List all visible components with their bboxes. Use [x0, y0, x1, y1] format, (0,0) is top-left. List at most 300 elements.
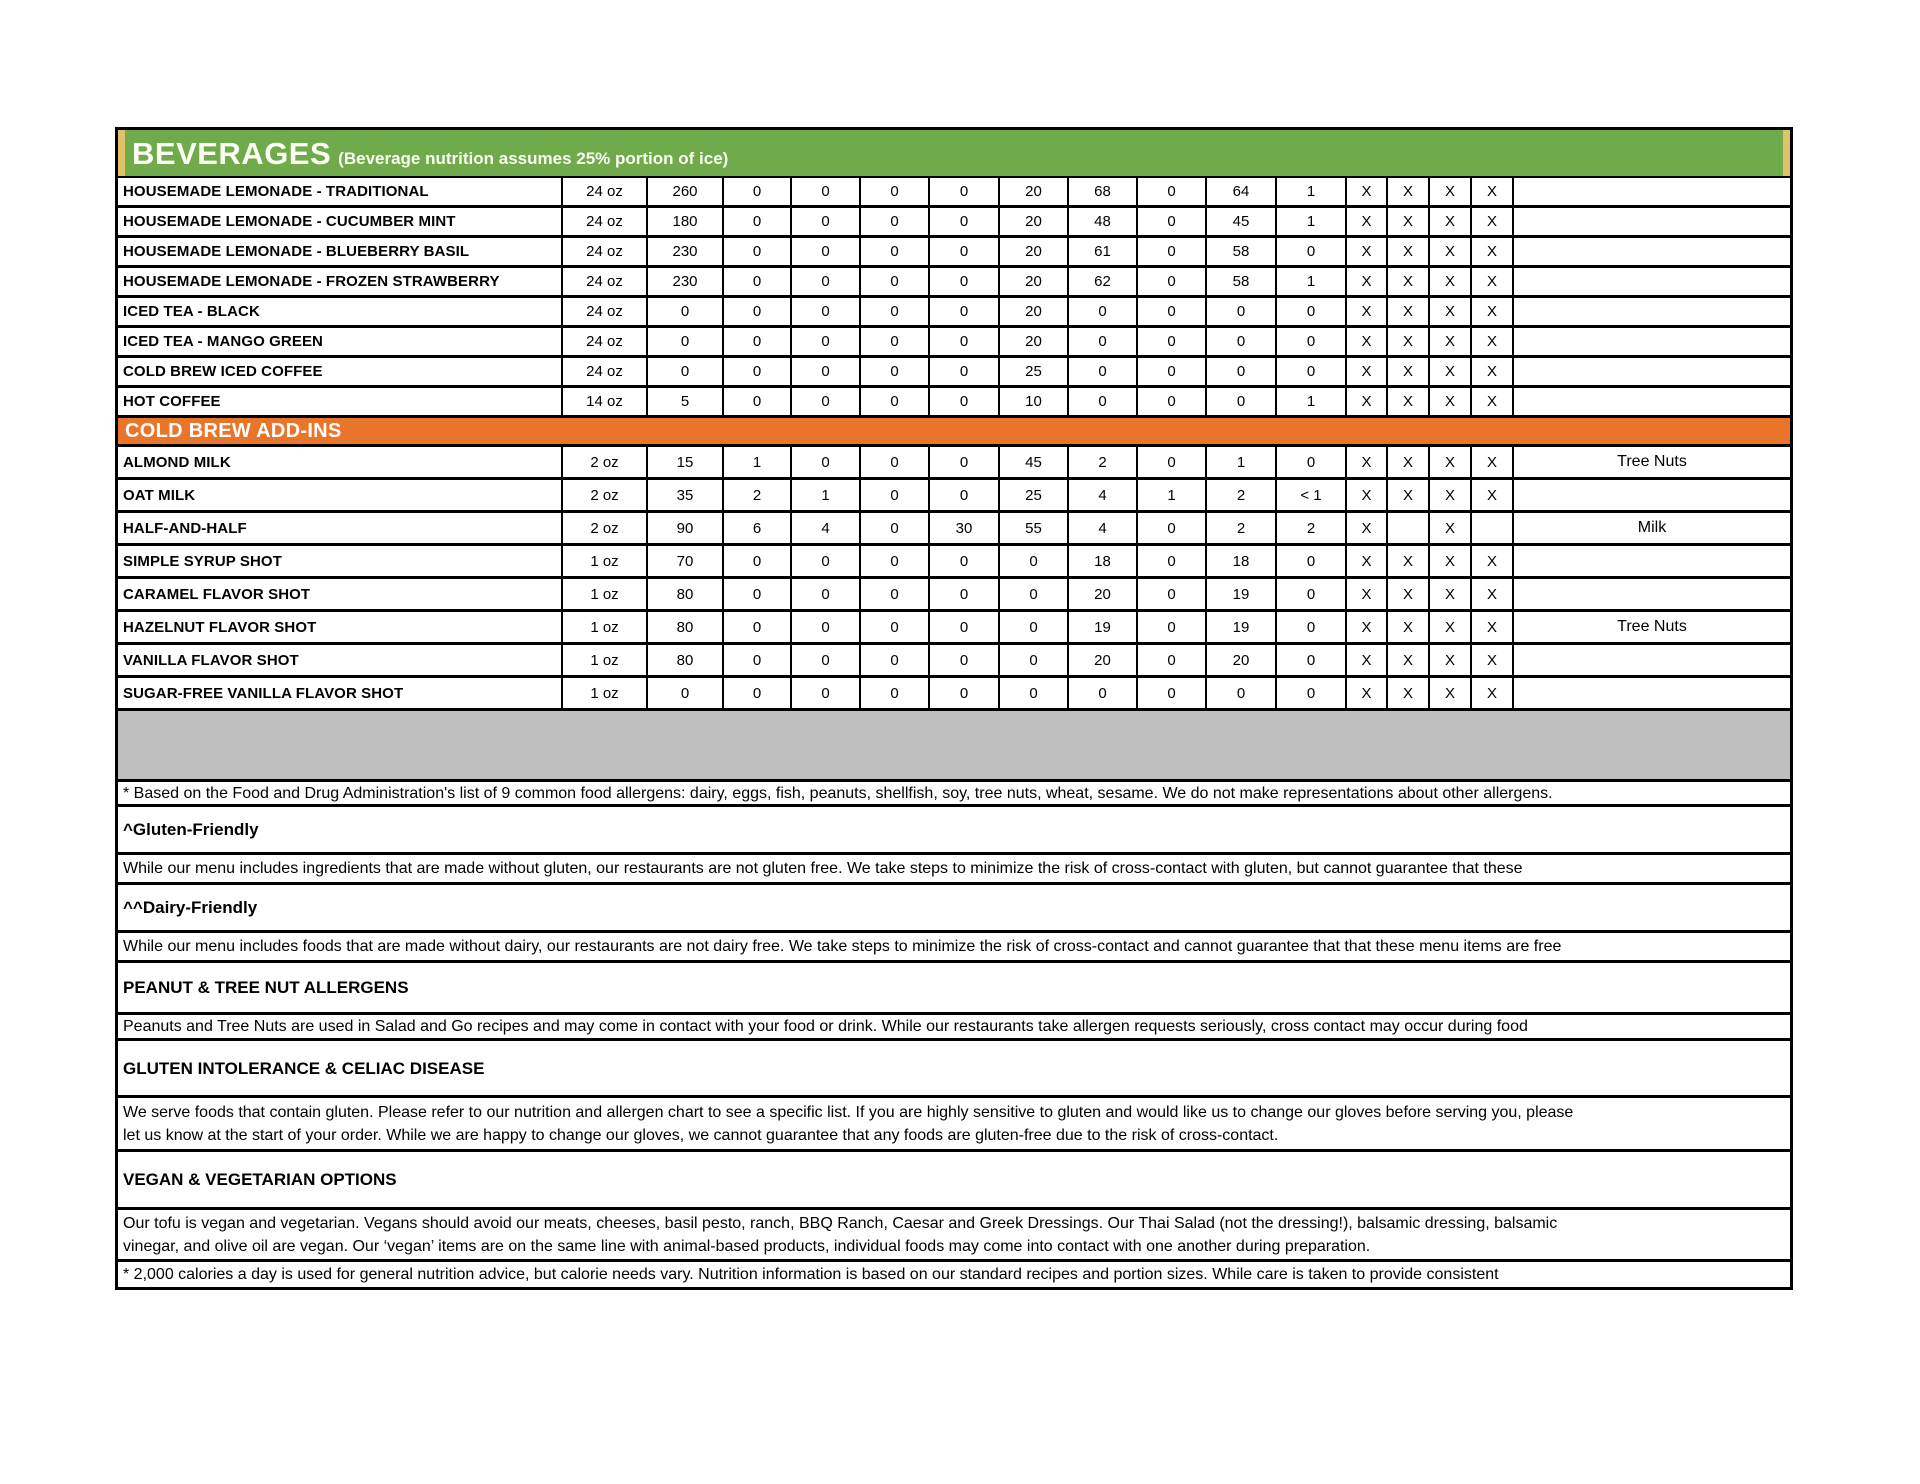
nutrition-value-cell: 0 — [930, 388, 1000, 415]
dietary-flag-cell: X — [1388, 645, 1430, 675]
nutrition-value-cell: 0 — [724, 678, 792, 708]
nutrition-value-cell: 0 — [861, 298, 930, 325]
nutrition-value-cell: 0 — [1138, 268, 1207, 295]
dietary-flag-cell: X — [1472, 328, 1514, 355]
serving-size-cell: 24 oz — [563, 178, 648, 205]
nutrition-value-cell: 0 — [1207, 388, 1277, 415]
nutrition-value-cell: 0 — [930, 480, 1000, 510]
nutrition-value-cell: 0 — [1069, 678, 1138, 708]
nutrition-value-cell: 80 — [648, 612, 724, 642]
table-row — [118, 678, 1790, 711]
nutrition-value-cell: 20 — [1000, 208, 1069, 235]
nutrition-value-cell: 0 — [1207, 328, 1277, 355]
footnote-text — [118, 1098, 1790, 1152]
dietary-flag-cell: X — [1472, 645, 1514, 675]
nutrition-value-cell: 230 — [648, 238, 724, 265]
dietary-flag-cell: X — [1347, 612, 1388, 642]
nutrition-value-cell: 0 — [861, 208, 930, 235]
serving-size-cell: 1 oz — [563, 612, 648, 642]
nutrition-value-cell: 0 — [792, 447, 861, 477]
nutrition-value-cell: 20 — [1207, 645, 1277, 675]
nutrition-value-cell: 1 — [1277, 208, 1347, 235]
nutrition-value-cell: 1 — [1277, 268, 1347, 295]
footnote-line: let us know at the start of your order. While we are happy to change our gloves, we cannot guarantee that any foods are gluten-free due to the risk of cross-contact. — [123, 1126, 1279, 1144]
serving-size-cell: 2 oz — [563, 480, 648, 510]
nutrition-value-cell: 15 — [648, 447, 724, 477]
dietary-flag-cell: X — [1388, 447, 1430, 477]
dietary-flag-cell: X — [1472, 208, 1514, 235]
nutrition-value-cell: 20 — [1000, 298, 1069, 325]
nutrition-value-cell: 0 — [1277, 612, 1347, 642]
nutrition-value-cell: 10 — [1000, 388, 1069, 415]
nutrition-value-cell: 0 — [724, 546, 792, 576]
dietary-flag-cell: X — [1347, 678, 1388, 708]
dietary-flag-cell: X — [1347, 645, 1388, 675]
nutrition-value-cell: 1 — [1138, 480, 1207, 510]
nutrition-value-cell: 0 — [1138, 298, 1207, 325]
header-gold-accent-right — [1783, 130, 1790, 176]
nutrition-value-cell: 0 — [1138, 546, 1207, 576]
footnote-text — [118, 1015, 1790, 1041]
dietary-flag-cell: X — [1472, 447, 1514, 477]
allergen-cell — [1514, 178, 1790, 205]
footnote-text — [118, 1262, 1790, 1287]
serving-size-cell: 24 oz — [563, 208, 648, 235]
nutrition-value-cell: 0 — [1138, 388, 1207, 415]
footnote-line: GLUTEN INTOLERANCE & CELIAC DISEASE — [123, 1058, 485, 1078]
table-row — [118, 546, 1790, 579]
nutrition-value-cell: 6 — [724, 513, 792, 543]
table-row — [118, 513, 1790, 546]
dietary-flag-cell: X — [1347, 480, 1388, 510]
nutrition-value-cell: 0 — [1138, 612, 1207, 642]
nutrition-value-cell: 0 — [930, 238, 1000, 265]
footnote-line: * 2,000 calories a day is used for general nutrition advice, but calorie needs vary. Nutrition information is based on our standard recipes and portion sizes. While care is taken to provide consistent — [123, 1266, 1499, 1283]
nutrition-value-cell: 19 — [1207, 579, 1277, 609]
nutrition-value-cell: 19 — [1207, 612, 1277, 642]
footnote-text — [118, 1210, 1790, 1262]
footnote-line: * Based on the Food and Drug Administration's list of 9 common food allergens: dairy, eggs, fish, peanuts, shellfish, soy, tree nuts, wheat, sesame. We do not make representations about other allergens. — [123, 784, 1553, 802]
dietary-flag-cell: X — [1388, 298, 1430, 325]
dietary-flag-cell: X — [1347, 208, 1388, 235]
nutrition-value-cell: 58 — [1207, 238, 1277, 265]
nutrition-value-cell: 230 — [648, 268, 724, 295]
nutrition-value-cell: 180 — [648, 208, 724, 235]
dietary-flag-cell: X — [1472, 268, 1514, 295]
dietary-flag-cell: X — [1388, 612, 1430, 642]
nutrition-value-cell: 2 — [724, 480, 792, 510]
nutrition-value-cell: 0 — [1138, 328, 1207, 355]
nutrition-value-cell: 2 — [1207, 480, 1277, 510]
item-name-cell: HOUSEMADE LEMONADE - CUCUMBER MINT — [118, 208, 563, 235]
allergen-cell — [1514, 358, 1790, 385]
footnote-heading — [118, 1041, 1790, 1098]
nutrition-value-cell: 0 — [1277, 447, 1347, 477]
serving-size-cell: 24 oz — [563, 268, 648, 295]
dietary-flag-cell: X — [1430, 238, 1472, 265]
nutrition-value-cell: 0 — [1138, 678, 1207, 708]
nutrition-value-cell: 0 — [648, 298, 724, 325]
dietary-flag-cell: X — [1388, 678, 1430, 708]
nutrition-value-cell: 0 — [861, 328, 930, 355]
dietary-flag-cell: X — [1430, 513, 1472, 543]
serving-size-cell: 24 oz — [563, 238, 648, 265]
dietary-flag-cell: X — [1472, 178, 1514, 205]
dietary-flag-cell: X — [1472, 579, 1514, 609]
nutrition-value-cell: 0 — [1000, 612, 1069, 642]
allergen-cell — [1514, 298, 1790, 325]
dietary-flag-cell: X — [1430, 612, 1472, 642]
footnote-line: While our menu includes ingredients that are made without gluten, our restaurants are not gluten free. We take steps to minimize the risk of cross-contact with gluten, but cannot guarantee that these — [123, 860, 1523, 877]
footnote-heading — [118, 885, 1790, 933]
nutrition-value-cell: 0 — [792, 178, 861, 205]
beverage-rows-group — [118, 178, 1790, 418]
footnote-line: vinegar, and olive oil are vegan. Our ‘vegan’ items are on the same line with animal-based products, individual foods may come into contact with one another during preparation. — [123, 1237, 1371, 1255]
dietary-flag-cell: X — [1472, 388, 1514, 415]
allergen-cell: Tree Nuts — [1617, 453, 1687, 470]
footnote-heading — [118, 963, 1790, 1015]
dietary-flag-cell: X — [1347, 579, 1388, 609]
addin-rows-group — [118, 447, 1790, 711]
nutrition-value-cell: 0 — [724, 328, 792, 355]
nutrition-value-cell: 19 — [1069, 612, 1138, 642]
nutrition-value-cell: 0 — [792, 388, 861, 415]
item-name-cell: COLD BREW ICED COFFEE — [118, 358, 563, 385]
nutrition-value-cell: 20 — [1000, 238, 1069, 265]
nutrition-value-cell: 55 — [1000, 513, 1069, 543]
dietary-flag-cell: X — [1388, 208, 1430, 235]
nutrition-value-cell: 68 — [1069, 178, 1138, 205]
table-row — [118, 579, 1790, 612]
nutrition-value-cell: 0 — [792, 298, 861, 325]
nutrition-value-cell: 1 — [1207, 447, 1277, 477]
dietary-flag-cell: X — [1430, 645, 1472, 675]
table-row — [118, 645, 1790, 678]
serving-size-cell: 14 oz — [563, 388, 648, 415]
nutrition-value-cell: 0 — [1277, 358, 1347, 385]
dietary-flag-cell: X — [1388, 358, 1430, 385]
dietary-flag-cell: X — [1388, 579, 1430, 609]
item-name-cell: HAZELNUT FLAVOR SHOT — [118, 612, 563, 642]
nutrition-value-cell: 1 — [724, 447, 792, 477]
nutrition-value-cell: 260 — [648, 178, 724, 205]
serving-size-cell: 1 oz — [563, 645, 648, 675]
nutrition-value-cell: 0 — [861, 238, 930, 265]
footnotes-group — [118, 782, 1790, 1287]
serving-size-cell: 24 oz — [563, 298, 648, 325]
nutrition-value-cell: 70 — [648, 546, 724, 576]
dietary-flag-cell: X — [1472, 678, 1514, 708]
dietary-flag-cell: X — [1430, 298, 1472, 325]
nutrition-value-cell: 0 — [1000, 546, 1069, 576]
dietary-flag-cell: X — [1430, 546, 1472, 576]
allergen-cell: Milk — [1637, 519, 1667, 536]
dietary-flag-cell: X — [1430, 388, 1472, 415]
nutrition-value-cell: 0 — [861, 480, 930, 510]
footnote-text — [118, 855, 1790, 885]
item-name-cell: HOUSEMADE LEMONADE - BLUEBERRY BASIL — [118, 238, 563, 265]
serving-size-cell: 1 oz — [563, 678, 648, 708]
allergen-cell — [1514, 388, 1790, 415]
dietary-flag-cell: X — [1388, 546, 1430, 576]
dietary-flag-cell: X — [1472, 546, 1514, 576]
dietary-flag-cell: X — [1347, 546, 1388, 576]
nutrition-value-cell: 90 — [648, 513, 724, 543]
nutrition-value-cell: 0 — [861, 268, 930, 295]
footnote-heading — [118, 807, 1790, 855]
nutrition-value-cell: 48 — [1069, 208, 1138, 235]
footnote-line: ^^Dairy-Friendly — [123, 898, 258, 917]
nutrition-value-cell: 0 — [861, 579, 930, 609]
serving-size-cell: 2 oz — [563, 447, 648, 477]
nutrition-value-cell: 0 — [724, 178, 792, 205]
allergen-cell — [1514, 645, 1790, 675]
nutrition-value-cell: 5 — [648, 388, 724, 415]
dietary-flag-cell — [1472, 513, 1514, 543]
item-name-cell: ALMOND MILK — [118, 447, 563, 477]
nutrition-value-cell: 18 — [1207, 546, 1277, 576]
dietary-flag-cell: X — [1430, 358, 1472, 385]
nutrition-value-cell: 2 — [1207, 513, 1277, 543]
nutrition-value-cell: 20 — [1000, 268, 1069, 295]
footnote-line: We serve foods that contain gluten. Please refer to our nutrition and allergen chart to see a specific list. If you are highly sensitive to gluten and would like us to change our gloves before serving you, please — [123, 1103, 1574, 1121]
allergen-cell: Tree Nuts — [1617, 618, 1687, 635]
nutrition-value-cell: 62 — [1069, 268, 1138, 295]
item-name-cell: HOT COFFEE — [118, 388, 563, 415]
nutrition-value-cell: 0 — [1069, 298, 1138, 325]
nutrition-value-cell: 0 — [792, 678, 861, 708]
dietary-flag-cell: X — [1472, 238, 1514, 265]
nutrition-value-cell: 0 — [792, 358, 861, 385]
table-row — [118, 178, 1790, 208]
nutrition-value-cell: 0 — [861, 178, 930, 205]
item-name-cell: OAT MILK — [118, 480, 563, 510]
nutrition-value-cell: 80 — [648, 579, 724, 609]
table-row — [118, 268, 1790, 298]
allergen-cell — [1514, 579, 1790, 609]
dietary-flag-cell: X — [1472, 298, 1514, 325]
table-row — [118, 480, 1790, 513]
allergen-cell — [1514, 328, 1790, 355]
nutrition-value-cell: 0 — [792, 328, 861, 355]
nutrition-value-cell: 0 — [792, 645, 861, 675]
nutrition-value-cell: 20 — [1069, 579, 1138, 609]
serving-size-cell: 1 oz — [563, 546, 648, 576]
dietary-flag-cell: X — [1347, 328, 1388, 355]
footnote-line: While our menu includes foods that are made without dairy, our restaurants are not dairy free. We take steps to minimize the risk of cross-contact and cannot guarantee that that these menu items are free — [123, 938, 1562, 955]
nutrition-value-cell: 0 — [861, 645, 930, 675]
footnote-text — [118, 933, 1790, 963]
allergen-cell — [1514, 480, 1790, 510]
allergen-cell — [1514, 546, 1790, 576]
nutrition-value-cell: 0 — [861, 678, 930, 708]
nutrition-value-cell: 0 — [1207, 358, 1277, 385]
beverages-header-body — [125, 130, 1783, 176]
nutrition-value-cell: < 1 — [1277, 480, 1347, 510]
nutrition-value-cell: 0 — [930, 645, 1000, 675]
nutrition-value-cell: 0 — [930, 298, 1000, 325]
nutrition-value-cell: 0 — [792, 238, 861, 265]
dietary-flag-cell: X — [1388, 268, 1430, 295]
table-row — [118, 208, 1790, 238]
dietary-flag-cell: X — [1472, 358, 1514, 385]
dietary-flag-cell: X — [1388, 178, 1430, 205]
nutrition-value-cell: 4 — [1069, 480, 1138, 510]
item-name-cell: SIMPLE SYRUP SHOT — [118, 546, 563, 576]
allergen-cell — [1514, 238, 1790, 265]
nutrition-value-cell: 0 — [930, 268, 1000, 295]
dietary-flag-cell: X — [1430, 678, 1472, 708]
nutrition-value-cell: 0 — [930, 358, 1000, 385]
nutrition-value-cell: 0 — [724, 268, 792, 295]
nutrition-value-cell: 58 — [1207, 268, 1277, 295]
nutrition-value-cell: 0 — [1000, 678, 1069, 708]
item-name-cell: ICED TEA - BLACK — [118, 298, 563, 325]
section-title: BEVERAGES — [132, 136, 332, 171]
table-row — [118, 328, 1790, 358]
allergen-cell — [1514, 678, 1790, 708]
nutrition-value-cell: 0 — [724, 358, 792, 385]
nutrition-value-cell: 0 — [1207, 678, 1277, 708]
item-name-cell: VANILLA FLAVOR SHOT — [118, 645, 563, 675]
nutrition-value-cell: 0 — [930, 612, 1000, 642]
nutrition-value-cell: 0 — [724, 298, 792, 325]
nutrition-value-cell: 2 — [1069, 447, 1138, 477]
table-row — [118, 447, 1790, 480]
nutrition-value-cell: 0 — [930, 546, 1000, 576]
serving-size-cell: 2 oz — [563, 513, 648, 543]
footnote-line: PEANUT & TREE NUT ALLERGENS — [123, 978, 409, 997]
nutrition-value-cell: 45 — [1207, 208, 1277, 235]
dietary-flag-cell: X — [1347, 447, 1388, 477]
nutrition-value-cell: 0 — [1277, 298, 1347, 325]
nutrition-value-cell: 0 — [724, 579, 792, 609]
footnote-line: Our tofu is vegan and vegetarian. Vegans should avoid our meats, cheeses, basil pesto, ranch, BBQ Ranch, Caesar and Greek Dressings. Our Thai Salad (not the dressing!), balsamic dressing, balsamic — [123, 1214, 1558, 1232]
table-row — [118, 238, 1790, 268]
footnote-line: VEGAN & VEGETARIAN OPTIONS — [123, 1170, 397, 1189]
nutrition-value-cell: 0 — [1138, 208, 1207, 235]
nutrition-value-cell: 4 — [792, 513, 861, 543]
nutrition-value-cell: 0 — [792, 268, 861, 295]
dietary-flag-cell — [1388, 513, 1430, 543]
dietary-flag-cell: X — [1347, 178, 1388, 205]
footnote-heading — [118, 1152, 1790, 1210]
footnote-line: ^Gluten-Friendly — [123, 820, 259, 839]
nutrition-value-cell: 20 — [1069, 645, 1138, 675]
allergen-cell — [1514, 268, 1790, 295]
item-name-cell: HOUSEMADE LEMONADE - TRADITIONAL — [118, 178, 563, 205]
nutrition-value-cell: 0 — [1138, 447, 1207, 477]
nutrition-value-cell: 0 — [930, 678, 1000, 708]
dietary-flag-cell: X — [1347, 238, 1388, 265]
nutrition-value-cell: 0 — [1277, 238, 1347, 265]
nutrition-value-cell: 0 — [1277, 579, 1347, 609]
dietary-flag-cell: X — [1430, 208, 1472, 235]
nutrition-value-cell: 0 — [724, 238, 792, 265]
nutrition-value-cell: 0 — [1069, 358, 1138, 385]
nutrition-value-cell: 0 — [1138, 579, 1207, 609]
nutrition-value-cell: 1 — [1277, 388, 1347, 415]
nutrition-value-cell: 0 — [648, 358, 724, 385]
nutrition-value-cell: 0 — [792, 612, 861, 642]
nutrition-value-cell: 0 — [1138, 358, 1207, 385]
dietary-flag-cell: X — [1430, 480, 1472, 510]
nutrition-value-cell: 64 — [1207, 178, 1277, 205]
nutrition-value-cell: 1 — [1277, 178, 1347, 205]
nutrition-value-cell: 0 — [792, 546, 861, 576]
nutrition-value-cell: 0 — [861, 546, 930, 576]
beverages-nutrition-table — [115, 127, 1793, 1290]
nutrition-value-cell: 0 — [861, 612, 930, 642]
nutrition-value-cell: 0 — [724, 612, 792, 642]
section-subtitle: (Beverage nutrition assumes 25% portion of ice) — [338, 149, 729, 168]
nutrition-value-cell: 0 — [1000, 645, 1069, 675]
nutrition-value-cell: 0 — [1138, 178, 1207, 205]
nutrition-value-cell: 0 — [1138, 513, 1207, 543]
nutrition-value-cell: 0 — [1277, 546, 1347, 576]
item-name-cell: CARAMEL FLAVOR SHOT — [118, 579, 563, 609]
dietary-flag-cell: X — [1430, 579, 1472, 609]
nutrition-value-cell: 45 — [1000, 447, 1069, 477]
nutrition-value-cell: 0 — [861, 513, 930, 543]
dietary-flag-cell: X — [1430, 328, 1472, 355]
nutrition-value-cell: 0 — [861, 447, 930, 477]
nutrition-value-cell: 20 — [1000, 178, 1069, 205]
nutrition-value-cell: 0 — [724, 645, 792, 675]
header-gold-accent-left — [118, 130, 125, 176]
nutrition-value-cell: 30 — [930, 513, 1000, 543]
serving-size-cell: 24 oz — [563, 328, 648, 355]
nutrition-value-cell: 80 — [648, 645, 724, 675]
nutrition-value-cell: 0 — [724, 208, 792, 235]
nutrition-value-cell: 0 — [648, 678, 724, 708]
dietary-flag-cell: X — [1388, 388, 1430, 415]
footnote-text — [118, 782, 1790, 807]
item-name-cell: HALF-AND-HALF — [118, 513, 563, 543]
dietary-flag-cell: X — [1388, 238, 1430, 265]
serving-size-cell: 1 oz — [563, 579, 648, 609]
section-title: COLD BREW ADD-INS — [125, 419, 342, 442]
nutrition-value-cell: 0 — [1138, 238, 1207, 265]
nutrition-value-cell: 0 — [792, 208, 861, 235]
nutrition-value-cell: 0 — [930, 579, 1000, 609]
dietary-flag-cell: X — [1430, 178, 1472, 205]
nutrition-value-cell: 0 — [1207, 298, 1277, 325]
serving-size-cell: 24 oz — [563, 358, 648, 385]
nutrition-value-cell: 25 — [1000, 480, 1069, 510]
nutrition-value-cell: 0 — [1277, 678, 1347, 708]
nutrition-value-cell: 35 — [648, 480, 724, 510]
nutrition-value-cell: 0 — [1069, 328, 1138, 355]
nutrition-value-cell: 0 — [930, 208, 1000, 235]
nutrition-value-cell: 0 — [930, 447, 1000, 477]
nutrition-value-cell: 0 — [792, 579, 861, 609]
dietary-flag-cell: X — [1430, 447, 1472, 477]
table-row — [118, 612, 1790, 645]
dietary-flag-cell: X — [1347, 298, 1388, 325]
item-name-cell: ICED TEA - MANGO GREEN — [118, 328, 563, 355]
nutrition-value-cell: 61 — [1069, 238, 1138, 265]
item-name-cell: HOUSEMADE LEMONADE - FROZEN STRAWBERRY — [118, 268, 563, 295]
table-row — [118, 358, 1790, 388]
dietary-flag-cell: X — [1472, 612, 1514, 642]
dietary-flag-cell: X — [1430, 268, 1472, 295]
dietary-flag-cell: X — [1388, 480, 1430, 510]
nutrition-value-cell: 0 — [861, 388, 930, 415]
nutrition-value-cell: 0 — [1277, 328, 1347, 355]
nutrition-value-cell: 0 — [861, 358, 930, 385]
cold-brew-addins-section-header — [118, 418, 1790, 447]
